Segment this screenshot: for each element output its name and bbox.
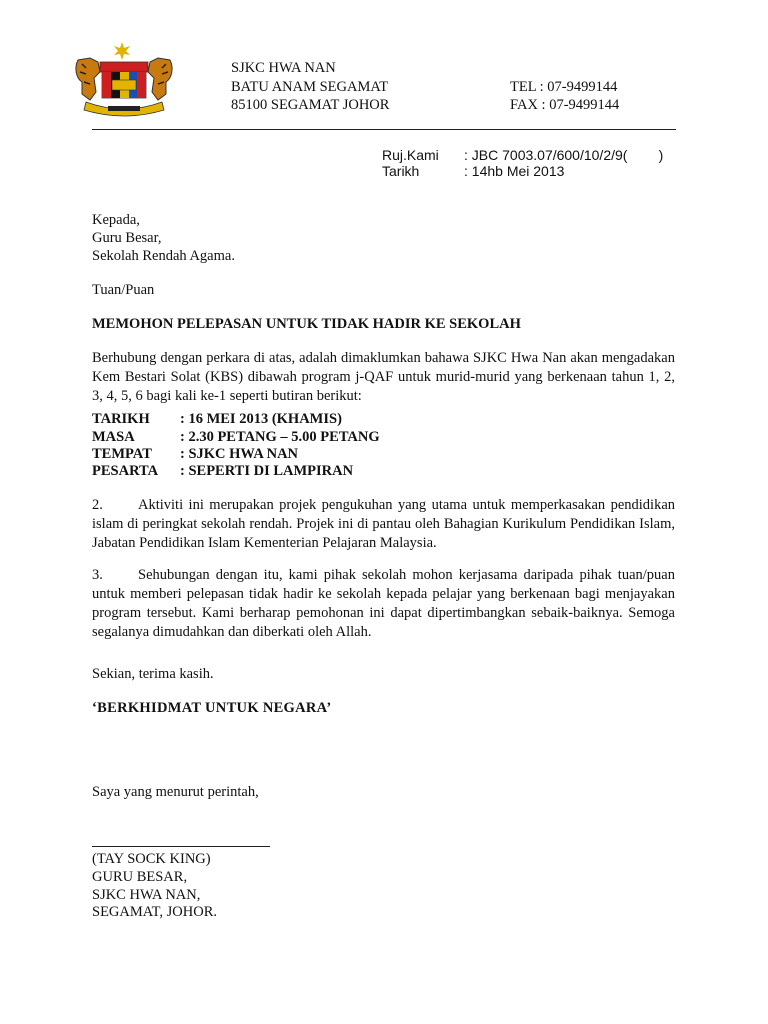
date-value: : 14hb Mei 2013	[464, 163, 565, 179]
address-line1: BATU ANAM SEGAMAT	[231, 79, 389, 95]
intro-paragraph: Berhubung dengan perkara di atas, adalah dimaklumkan bahawa SJKC Hwa Nan akan mengadakan Kem Bestari Solat (KBS) dibawah program j-QAF untuk murid-murid yang berkenaan tahun 1, 2, 3, 4, 5, 6 bagi kali ke-1 seperti butiran berikut:	[92, 350, 675, 404]
tel-number: TEL : 07-9499144	[510, 79, 618, 95]
fax-number: FAX : 07-9499144	[510, 97, 620, 113]
detail-label: MASA	[92, 429, 135, 445]
paragraph-text: Sehubungan dengan itu, kami pihak sekolah mohon kerjasama daripada pihak tuan/puan untuk memberi pelepasan tidak hadir ke sekolah kepada pelajar yang berkenaan bagi menjayakan program tersebut. Kami berharap pemohonan ini dapat dipertimbangkan sebaik-baiknya. Semoga segalanya dimudahkan dan diberkati oleh Allah.	[92, 567, 675, 640]
malaysia-coat-of-arms-icon	[72, 42, 176, 118]
detail-row-masa	[92, 429, 512, 447]
detail-row-tempat	[92, 446, 512, 464]
header-divider	[92, 129, 676, 130]
detail-value: : 2.30 PETANG – 5.00 PETANG	[180, 429, 380, 445]
date-label: Tarikh	[382, 163, 420, 179]
paragraph-number: 2.	[92, 497, 103, 513]
signatory-location: SEGAMAT, JOHOR.	[92, 904, 218, 920]
paragraph-2	[92, 496, 675, 553]
sign-off: Saya yang menurut perintah,	[92, 784, 259, 800]
recipient-line2: Guru Besar,	[92, 230, 162, 246]
signature-line	[92, 846, 270, 847]
ref-value: : JBC 7003.07/600/10/2/9( )	[464, 147, 664, 163]
detail-label: PESARTA	[92, 463, 159, 479]
letter-subject: MEMOHON PELEPASAN UNTUK TIDAK HADIR KE SEKOLAH	[92, 316, 521, 332]
detail-value: : 16 MEI 2013 (KHAMIS)	[180, 411, 342, 427]
address-line2: 85100 SEGAMAT JOHOR	[231, 97, 390, 113]
detail-row-pesarta	[92, 463, 512, 481]
recipient-line3: Sekolah Rendah Agama.	[92, 248, 235, 264]
signatory-school: SJKC HWA NAN,	[92, 887, 201, 903]
signatory-title: GURU BESAR,	[92, 869, 188, 885]
paragraph-text: Aktiviti ini merupakan projek pengukuhan yang utama untuk memperkasakan pendidikan islam di peringkat sekolah rendah. Projek ini di pantau oleh Bahagian Kurikulum Pendidikan Islam, Jabatan Pendidikan Islam Kementerian Pelajaran Malaysia.	[92, 497, 675, 551]
salutation: Tuan/Puan	[92, 282, 155, 298]
detail-value: : SJKC HWA NAN	[180, 446, 299, 462]
paragraph-number: 3.	[92, 567, 103, 583]
school-name: SJKC HWA NAN	[231, 60, 336, 76]
signatory-name: (TAY SOCK KING)	[92, 851, 211, 867]
motto-line: ‘BERKHIDMAT UNTUK NEGARA’	[92, 700, 332, 716]
closing-line: Sekian, terima kasih.	[92, 666, 214, 682]
detail-label: TEMPAT	[92, 446, 152, 462]
paragraph-3	[92, 566, 675, 642]
detail-label: TARIKH	[92, 411, 150, 427]
detail-value: : SEPERTI DI LAMPIRAN	[180, 463, 354, 479]
detail-row-tarikh	[92, 411, 512, 429]
recipient-line1: Kepada,	[92, 212, 140, 228]
ref-label: Ruj.Kami	[382, 147, 439, 163]
